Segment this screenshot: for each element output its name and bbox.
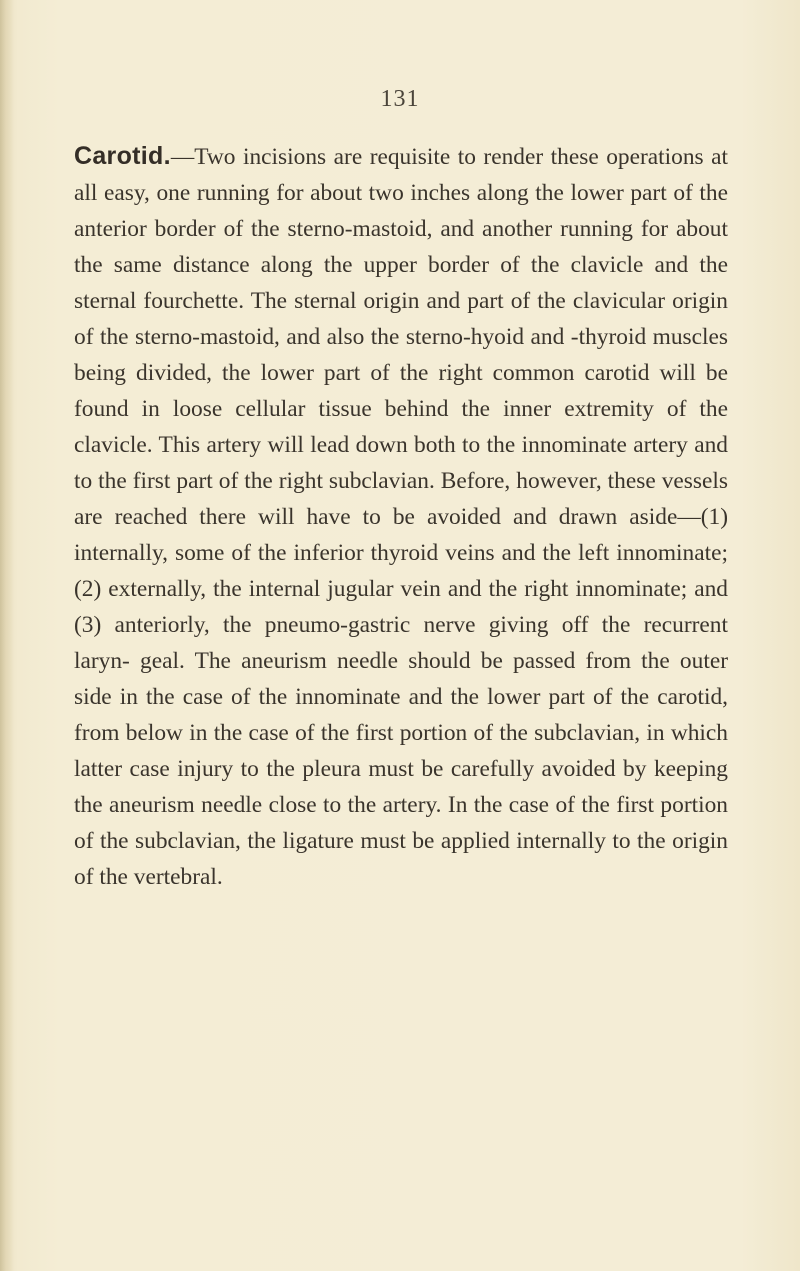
section-heading: Carotid. bbox=[74, 142, 171, 170]
page-spine-shadow bbox=[0, 0, 14, 1271]
body-paragraph bbox=[74, 138, 728, 895]
page-number: 131 bbox=[380, 86, 420, 112]
paragraph-text: —Two incisions are requisite to render these operations at all easy, one running for about two inches along the lower part of the anterior border of the sterno-mastoid, and another running for about the same distance along the upper border of the clavicle and the sternal fourchette. The sternal origin and part of the clavicular origin of the sterno-mastoid, and also the sterno-hyoid and -thyroid muscles being divided, the lower part of the right common carotid will be found in loose cellular tissue behind the inner extremity of the clavicle. This artery will lead down both to the innominate artery and to the first part of the right subclavian. Before, however, these vessels are reached there will have to be avoided and drawn aside—(1) internally, some of the inferior thyroid veins and the left innominate; (2) externally, the internal jugular vein and the right innominate; and (3) anteriorly, the pneumo-gastric nerve giving off the recurrent laryn- geal. The aneurism needle should be passed from the outer side in the case of the innominate and the lower part of the carotid, from below in the case of the first portion of the subclavian, in which latter case injury to the pleura must be carefully avoided by keeping the aneurism needle close to the artery. In the case of the first portion of the subclavian, the ligature must be applied internally to the origin of the vertebral. bbox=[74, 144, 728, 890]
body-text-block bbox=[74, 138, 728, 895]
